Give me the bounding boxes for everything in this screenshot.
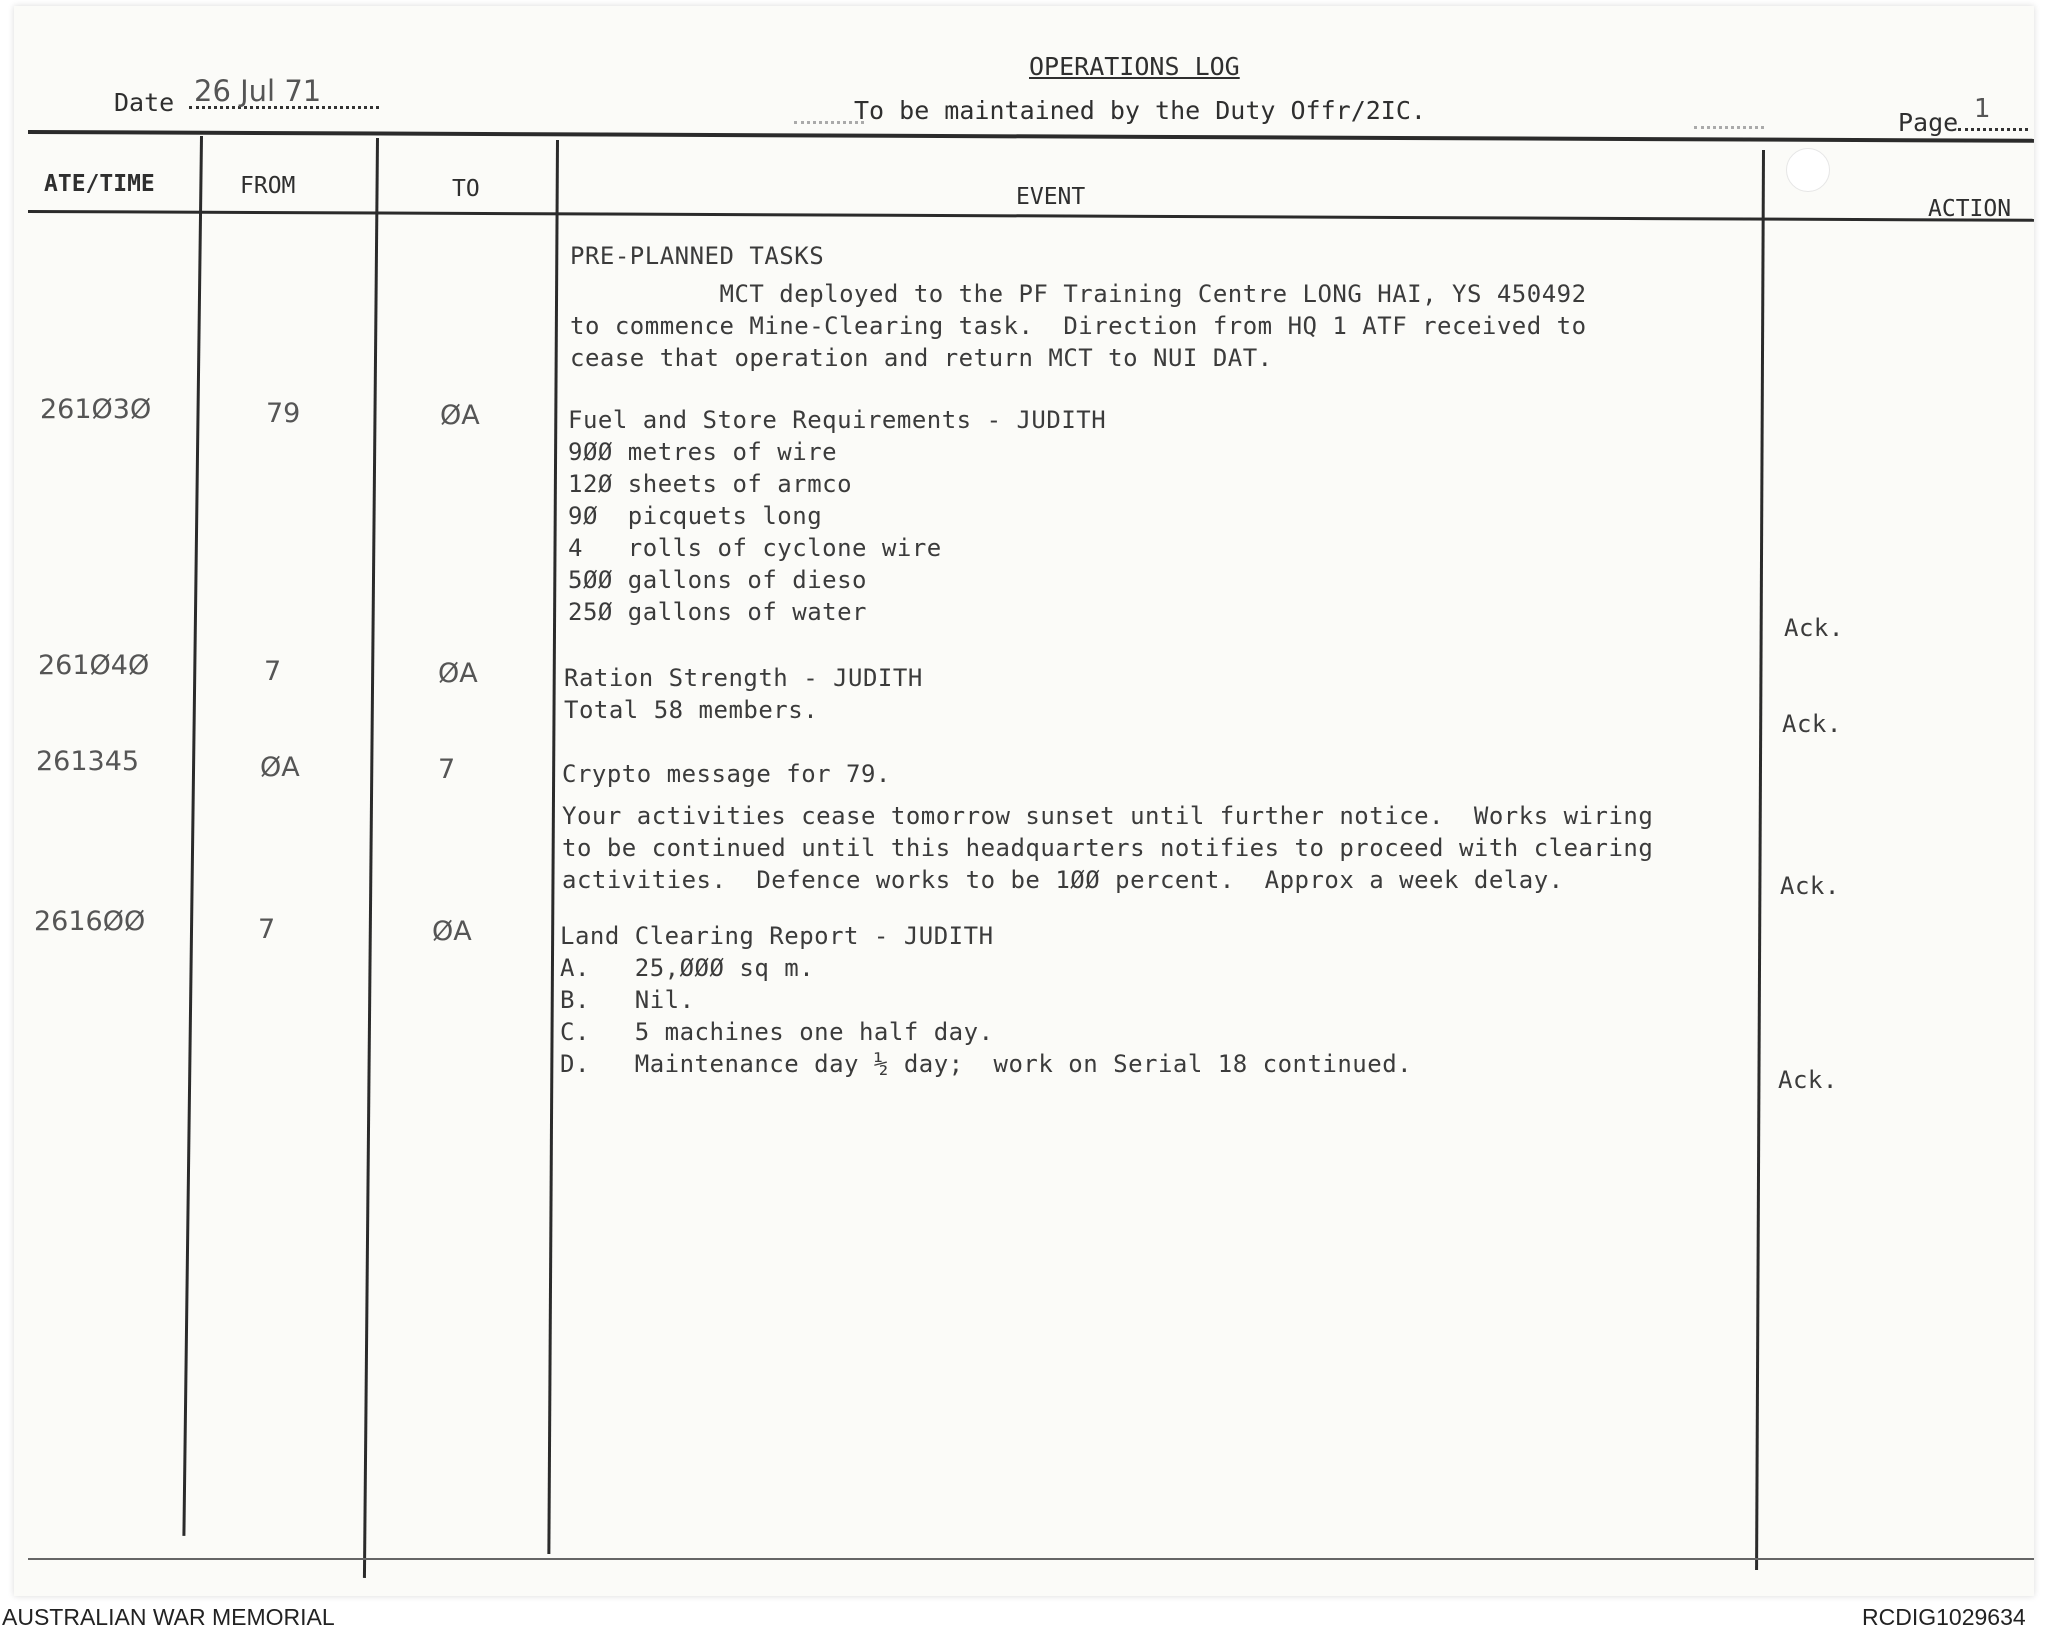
entry-3-line-3: to be continued until this headquarters notifies to proceed with clearing	[562, 834, 1654, 862]
entry-4-line-3: B. Nil.	[560, 986, 695, 1014]
col-header-to: TO	[452, 176, 480, 202]
entry-1-line-3: 12Ø sheets of armco	[568, 470, 853, 498]
entry-3-action: Ack.	[1780, 872, 1840, 900]
pre-planned-line-1: MCT deployed to the PF Training Centre LONG HAI, YS 450492	[570, 280, 1587, 308]
entry-1-line-4: 9Ø picquets long	[568, 502, 823, 530]
entry-2-datetime: 261Ø4Ø	[38, 650, 150, 681]
entry-1-datetime: 261Ø3Ø	[40, 394, 152, 425]
entry-4-line-5: D. Maintenance day ½ day; work on Serial 18 continued.	[560, 1050, 1413, 1078]
entry-1-line-5: 4 rolls of cyclone wire	[568, 534, 942, 562]
header-rule	[28, 210, 2034, 222]
pre-planned-heading: PRE-PLANNED TASKS	[570, 242, 825, 270]
entry-2-action: Ack.	[1782, 710, 1842, 738]
entry-1-line-7: 25Ø gallons of water	[568, 598, 867, 626]
entry-4-to: ØA	[432, 916, 472, 947]
entry-2-line-2: Total 58 members.	[564, 696, 819, 724]
entry-2-from: 7	[264, 656, 282, 687]
column-divider-3	[547, 140, 559, 1554]
column-divider-4	[1755, 150, 1765, 1570]
col-header-action: ACTION	[1928, 196, 2012, 222]
footer-reference-id: RCDIG1029634	[1862, 1604, 2026, 1630]
faint-dots-left	[794, 121, 864, 124]
entry-3-line-2: Your activities cease tomorrow sunset until further notice. Works wiring	[562, 802, 1654, 830]
entry-2-line-1: Ration Strength - JUDITH	[564, 664, 923, 692]
col-header-datetime: ATE/TIME	[44, 171, 155, 197]
page-label: Page	[1898, 108, 1959, 137]
column-divider-2	[363, 138, 379, 1578]
footer-institution: AUSTRALIAN WAR MEMORIAL	[2, 1604, 335, 1630]
entry-1-line-2: 9ØØ metres of wire	[568, 438, 838, 466]
entry-1-action: Ack.	[1784, 614, 1844, 642]
page-title: OPERATIONS LOG	[1029, 52, 1240, 81]
entry-3-line-4: activities. Defence works to be 1ØØ percent. Approx a week delay.	[562, 866, 1564, 894]
column-divider-1	[182, 136, 203, 1536]
entry-4-from: 7	[258, 914, 276, 945]
entry-3-line-1: Crypto message for 79.	[562, 760, 891, 788]
date-value: 26 Jul 71	[194, 74, 322, 108]
entry-1-line-1: Fuel and Store Requirements - JUDITH	[568, 406, 1107, 434]
pre-planned-line-2: to commence Mine-Clearing task. Direction from HQ 1 ATF received to	[570, 312, 1587, 340]
page-number: 1	[1974, 94, 1991, 124]
entry-4-line-4: C. 5 machines one half day.	[560, 1018, 994, 1046]
entry-1-from: 79	[266, 398, 301, 429]
entry-1-line-6: 5ØØ gallons of dieso	[568, 566, 867, 594]
entry-3-from: ØA	[260, 752, 300, 783]
date-label: Date	[114, 88, 175, 117]
entry-4-action: Ack.	[1778, 1066, 1838, 1094]
page-subtitle: To be maintained by the Duty Offr/2IC.	[854, 96, 1426, 125]
entry-4-line-2: A. 25,ØØØ sq m.	[560, 954, 815, 982]
log-sheet	[14, 6, 2034, 1596]
entry-4-datetime: 2616ØØ	[34, 906, 146, 937]
faint-dots-right	[1694, 126, 1764, 129]
page-dotted-line	[1958, 128, 2028, 131]
entry-1-to: ØA	[440, 400, 480, 431]
top-rule	[28, 130, 2034, 143]
col-header-from: FROM	[240, 173, 296, 199]
entry-4-line-1: Land Clearing Report - JUDITH	[560, 922, 994, 950]
pre-planned-line-3: cease that operation and return MCT to NUI DAT.	[570, 344, 1273, 372]
col-header-event: EVENT	[1016, 184, 1086, 210]
bottom-rule	[28, 1558, 2034, 1560]
punch-hole	[1786, 148, 1830, 192]
entry-2-to: ØA	[438, 658, 478, 689]
entry-3-datetime: 261345	[36, 746, 140, 777]
entry-3-to: 7	[438, 754, 456, 785]
